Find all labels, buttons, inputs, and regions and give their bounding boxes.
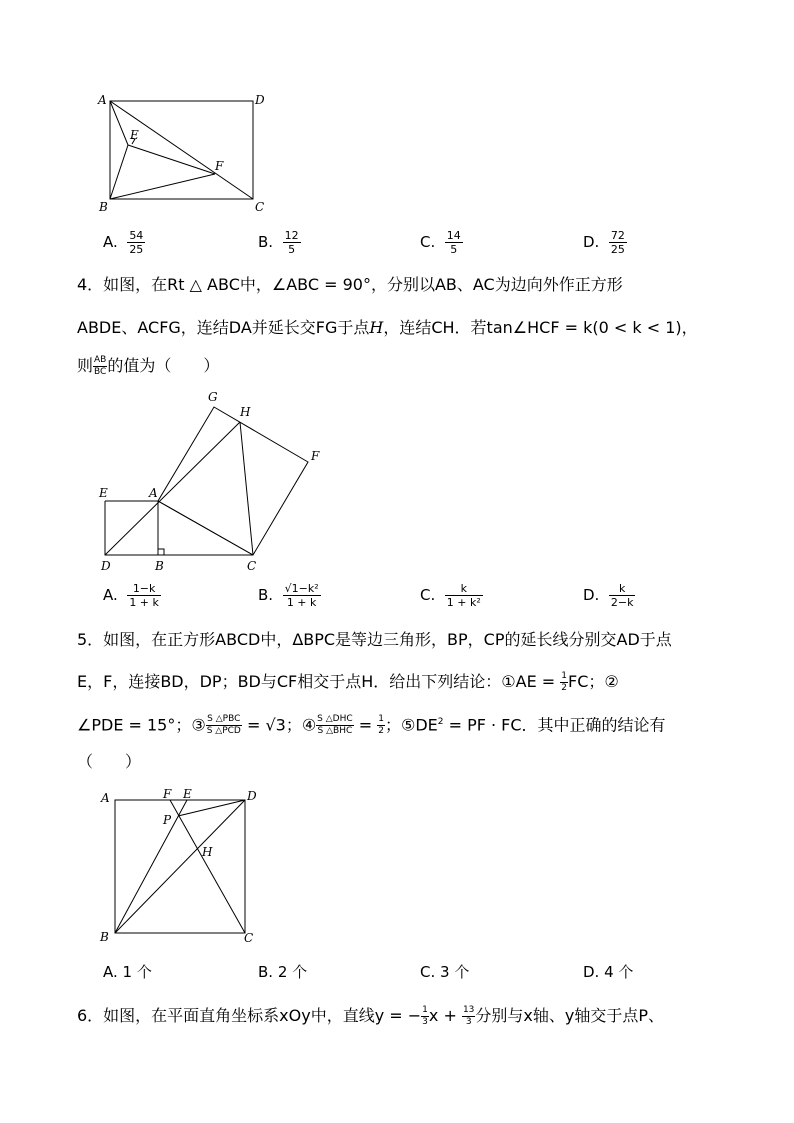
q6-line-1: 6．如图，在平面直角坐标系xOy中，直线y = − $\frac{1}{3}$ x + $\frac{13}{3}$ 分别与x轴、y轴交于点P、: [77, 1005, 664, 1027]
q4-label-g: G: [208, 390, 218, 404]
q4-label-a: A: [149, 486, 158, 500]
q6-slope-fraction: $\frac{1}{3}$: [422, 1005, 428, 1027]
q3-option-a[interactable]: A. $\frac{54}{25}$: [103, 229, 144, 256]
q3-label-d: D: [255, 93, 265, 107]
q6-intercept-fraction: $\frac{13}{3}$: [462, 1005, 475, 1027]
q5-label-f: F: [163, 787, 172, 801]
q5-area-ratio-1: $\frac{\text{S △PBC}}{\text{S △PCD}}$: [206, 714, 241, 737]
q4-option-a-fraction: $\frac{1-k}{1 + k}$: [129, 582, 159, 609]
q5-line-2: E，F，连接BD，DP；BD与CF相交于点H．给出下列结论：①AE = $\frac{1}{2}$ FC；②: [77, 671, 619, 693]
q3-option-b-fraction: $\frac{12}{5}$: [284, 229, 299, 256]
q5-half-fraction: $\frac{1}{2}$: [561, 671, 567, 693]
q5-option-d[interactable]: D. 4 个: [583, 963, 634, 981]
q5-area-ratio-2: $\frac{\text{S △DHC}}{\text{S △BHC}}$: [317, 714, 353, 737]
q5-label-e: E: [183, 787, 192, 801]
q5-line-1: 5．如图，在正方形ABCD中，ΔBPC是等边三角形，BP，CP的延长线分别交AD于点: [77, 630, 672, 649]
q5-label-d: D: [247, 789, 257, 803]
q5-label-p: P: [163, 813, 172, 827]
q4-option-a[interactable]: A. $\frac{1-k}{1 + k}$: [103, 582, 159, 609]
q4-option-d[interactable]: D. $\frac{k}{2-k}$: [583, 582, 634, 609]
q3-label-e: E: [130, 128, 139, 142]
q4-label-f: F: [311, 449, 320, 463]
q3-option-c[interactable]: C. $\frac{14}{5}$: [420, 229, 461, 256]
q3-option-b[interactable]: B. $\frac{12}{5}$: [258, 229, 299, 256]
q4-ratio-fraction: $\frac{AB}{BC}$: [94, 355, 107, 377]
q3-label-c: C: [255, 200, 265, 214]
q4-line-3: 则 $\frac{AB}{BC}$ 的值为（ ）: [77, 355, 220, 377]
q3-option-c-fraction: $\frac{14}{5}$: [446, 229, 461, 256]
q3-option-a-fraction: $\frac{54}{25}$: [129, 229, 144, 256]
q4-option-c[interactable]: C. $\frac{k}{\text{1 + k²}}$: [420, 582, 481, 609]
q4-label-b: B: [155, 559, 164, 573]
q3-label-b: B: [99, 200, 108, 214]
q5-option-a[interactable]: A. 1 个: [103, 963, 152, 981]
q5-figure: [95, 785, 270, 950]
q5-label-b: B: [100, 930, 109, 944]
q4-line-2: ABDE、ACFG，连结DA并延长交FG于点H，连结CH．若tan∠HCF = k(0 < k < 1)，: [77, 318, 698, 337]
q4-label-c: C: [247, 559, 257, 573]
q5-line-3: ∠PDE = 15°；③ $\frac{\text{S △PBC}}{\text{S △PCD}}$ = √3；④ $\frac{\text{S △DHC}}{\text{S △BHC}}$ = $\frac{1}{2}$ ；$⑤DE^2$ = PF · FC．其中正确的结论有: [77, 714, 666, 737]
q5-option-c[interactable]: C. 3 个: [420, 963, 470, 981]
q4-label-e: E: [99, 486, 108, 500]
q4-line-1: 4．如图，在Rt △ ABC中，∠ABC = 90°，分别以AB、AC为边向外作正方形: [77, 275, 623, 294]
q4-label-d: D: [101, 559, 111, 573]
q4-option-b-fraction: $\frac{\text{√1−k²}}{1 + k}$: [284, 582, 319, 609]
q5-label-a: A: [101, 791, 110, 805]
q3-option-d[interactable]: D. $\frac{72}{25}$: [583, 229, 625, 256]
q5-half-fraction-2: $\frac{1}{2}$: [378, 714, 384, 737]
q5-label-h: H: [202, 845, 213, 859]
q3-label-a: A: [98, 93, 107, 107]
q3-figure: [95, 88, 275, 218]
q4-label-h: H: [240, 405, 251, 419]
q3-label-f: F: [215, 159, 224, 173]
q4-option-c-fraction: $\frac{k}{\text{1 + k²}}$: [446, 582, 481, 609]
q5-line-4: （ ）: [77, 752, 142, 771]
q4-figure: [95, 385, 335, 575]
q4-option-b[interactable]: B. $\frac{\text{√1−k²}}{1 + k}$: [258, 582, 319, 609]
q4-option-d-fraction: $\frac{k}{2-k}$: [610, 582, 634, 609]
q3-option-d-fraction: $\frac{72}{25}$: [610, 229, 625, 256]
q5-option-b[interactable]: B. 2 个: [258, 963, 308, 981]
q5-label-c: C: [244, 931, 254, 945]
